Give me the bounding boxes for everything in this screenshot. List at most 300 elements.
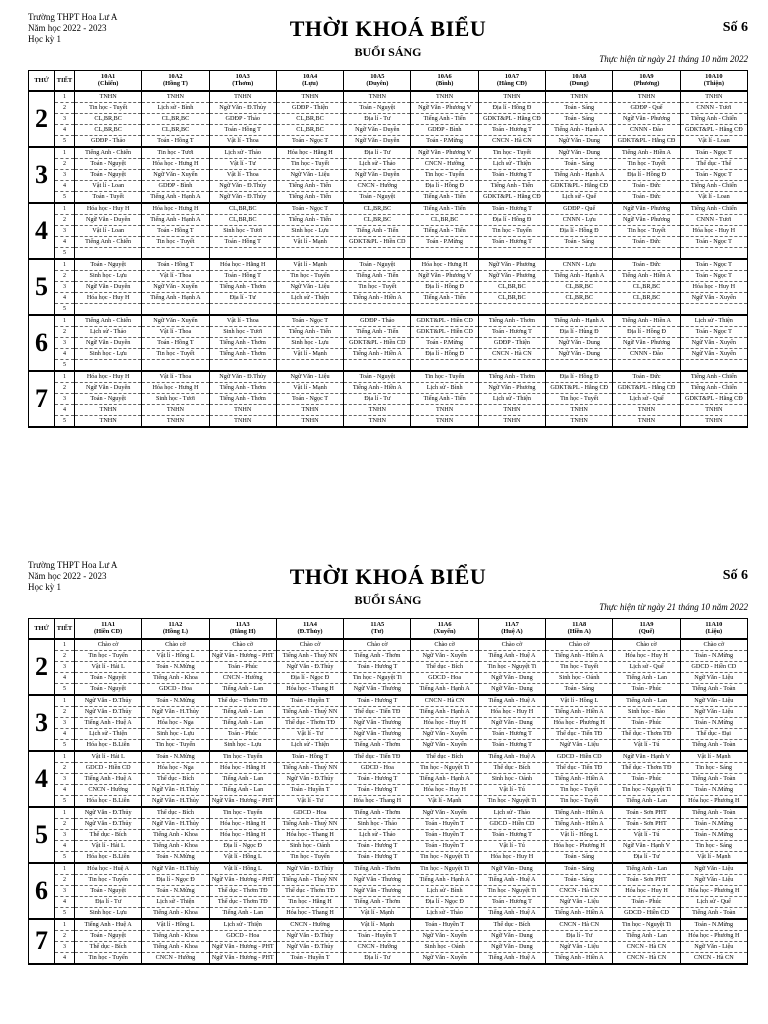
lesson-cell: Tin học - Sáng	[680, 762, 747, 773]
lesson-cell: Thể dục - Tiến TĐ	[344, 751, 411, 763]
lesson-cell: Tiếng Anh - Chiến	[75, 315, 142, 327]
lesson-cell	[411, 303, 478, 315]
lesson-cell: Lịch sử - Thảo	[411, 907, 478, 919]
lesson-cell: Ngữ Văn - Đ.Thủy	[276, 863, 343, 875]
class-header	[344, 71, 411, 91]
period-number: 2	[55, 706, 75, 717]
period-number: 1	[55, 203, 75, 215]
lesson-cell: Tiếng Anh - Thơm	[344, 650, 411, 661]
timetable	[28, 70, 748, 428]
lesson-cell: Ngữ Văn - Liệu	[680, 706, 747, 717]
table-row	[29, 158, 748, 169]
lesson-cell: Địa lí - Tư	[546, 930, 613, 941]
lesson-cell: Hóa học - Hưng H	[142, 158, 209, 169]
session-subtitle: BUỔI SÁNG	[354, 593, 422, 607]
period-number: 2	[55, 930, 75, 941]
lesson-cell: Hóa học - Phương H	[680, 885, 747, 896]
lesson-cell: Tiếng Anh - Hạnh A	[142, 292, 209, 303]
class-name: 11A2	[168, 621, 183, 629]
effective-date: Thực hiện từ ngày 21 tháng 10 năm 2022	[599, 602, 748, 612]
lesson-cell: Ngữ Văn - Phương V	[411, 102, 478, 113]
lesson-cell: Tiếng Anh - Tiến	[276, 180, 343, 191]
period-number: 2	[55, 382, 75, 393]
lesson-cell: Tiếng Anh - Tiến	[478, 180, 545, 191]
period-number: 2	[55, 214, 75, 225]
lesson-cell: Toán - P.Mừng	[411, 337, 478, 348]
lesson-cell: CNCN - Hà CN	[546, 919, 613, 931]
lesson-cell: Thể dục - Thơm TĐ	[209, 885, 276, 896]
lesson-cell: Thể dục - Bích	[75, 829, 142, 840]
lesson-cell: Ngữ Văn - Đ.Thủy	[75, 807, 142, 819]
lesson-cell	[344, 303, 411, 315]
lesson-cell: Toán - Phúc	[613, 683, 680, 695]
lesson-cell: Sinh học - Lựu	[75, 907, 142, 919]
lesson-cell: GDCD - Hoa	[142, 683, 209, 695]
lesson-cell: Hóa học - Huệ A	[75, 863, 142, 875]
lesson-cell: TNHN	[478, 404, 545, 415]
lesson-cell: Hóa học - Huy H	[613, 650, 680, 661]
class-name: 10A2	[168, 73, 183, 81]
lesson-cell: Lịch sử - Quế	[680, 896, 747, 907]
lesson-cell: TNHN	[680, 91, 747, 103]
lesson-cell: TNHN	[411, 404, 478, 415]
lesson-cell: Tiếng Anh - Thơm	[478, 371, 545, 383]
lesson-cell: Toán - Phúc	[613, 896, 680, 907]
lesson-cell: Toán - N.Mừng	[680, 650, 747, 661]
lesson-cell	[546, 247, 613, 259]
header-row	[29, 619, 748, 639]
lesson-cell: Ngữ Văn - Dung	[546, 147, 613, 159]
table-row	[29, 337, 748, 348]
lesson-cell	[142, 247, 209, 259]
lesson-cell: Ngữ Văn - Duyên	[75, 281, 142, 292]
lesson-cell: Tiếng Anh - Lan	[613, 672, 680, 683]
lesson-cell: Tiếng Anh - Hiền A	[546, 650, 613, 661]
day-label: 6	[29, 315, 55, 371]
lesson-cell: Địa lí - Tư	[209, 292, 276, 303]
period-number: 5	[55, 415, 75, 427]
lesson-cell	[613, 303, 680, 315]
lesson-cell: Tin học - Tuyết	[546, 661, 613, 672]
lesson-cell: CNCN - Hường	[344, 180, 411, 191]
class-teacher: (Quế)	[638, 628, 655, 636]
lesson-cell: Tin học - Tuyến	[411, 371, 478, 383]
lesson-cell: Hóa học - Huy H	[75, 371, 142, 383]
lesson-cell: Lịch sử - Thảo	[209, 147, 276, 159]
lesson-cell: Toán - Hương T	[478, 124, 545, 135]
lesson-cell: Toán - Tuyết	[75, 191, 142, 203]
table-row	[29, 113, 748, 124]
class-header	[411, 619, 478, 639]
period-number: 1	[55, 863, 75, 875]
class-teacher: (Hiền A)	[567, 628, 591, 636]
day-label: 5	[29, 259, 55, 315]
lesson-cell: Ngữ Văn - Thương	[344, 728, 411, 739]
lesson-cell: Ngữ Văn - Đ.Thủy	[209, 180, 276, 191]
table-row	[29, 247, 748, 259]
lesson-cell: Tin học - Tuyến	[75, 952, 142, 964]
lesson-cell: Tiếng Anh - Hiền A	[344, 382, 411, 393]
period-number: 2	[55, 158, 75, 169]
lesson-cell: Ngữ Văn - Duyên	[75, 214, 142, 225]
lesson-cell: Tiếng Anh - Tiến	[276, 214, 343, 225]
lesson-cell: Chào cờ	[75, 639, 142, 651]
lesson-cell: Ngữ Văn - Dung	[478, 717, 545, 728]
table-row	[29, 739, 748, 751]
lesson-cell: Toán - Huyền T	[276, 784, 343, 795]
lesson-cell: Ngữ Văn - Thương	[344, 717, 411, 728]
lesson-cell: CL,BR,BC	[478, 281, 545, 292]
day-label: 2	[29, 639, 55, 695]
lesson-cell: Tin học - Tuyết	[613, 158, 680, 169]
lesson-cell: Hóa học - Huy H	[613, 885, 680, 896]
lesson-cell: Sinh học - Lựu	[276, 225, 343, 236]
lesson-cell: Vật lí - Hồng L	[209, 863, 276, 875]
lesson-cell: Lịch sử - Thiện	[478, 393, 545, 404]
header-period: TIẾT	[55, 71, 75, 91]
lesson-cell: Toán - Nguyệt	[344, 102, 411, 113]
lesson-cell: TNHN	[546, 415, 613, 427]
class-header	[546, 619, 613, 639]
lesson-cell: Toán - Nguyệt	[344, 371, 411, 383]
lesson-cell: Tiếng Anh - Toàn	[680, 773, 747, 784]
lesson-cell: Toán - Sáng	[546, 113, 613, 124]
period-number: 4	[55, 784, 75, 795]
lesson-cell: Hóa học - Huy H	[411, 784, 478, 795]
lesson-cell: Toán - N.Mừng	[680, 784, 747, 795]
lesson-cell: Tiếng Anh - Hạnh A	[411, 683, 478, 695]
lesson-cell: Vật lí - Hải L	[75, 661, 142, 672]
lesson-cell: CL,BR,BC	[142, 113, 209, 124]
lesson-cell: Tiếng Anh - Lan	[209, 683, 276, 695]
lesson-cell: TNHN	[75, 404, 142, 415]
lesson-cell: Ngữ Văn - Liệu	[680, 874, 747, 885]
period-number: 5	[55, 795, 75, 807]
lesson-cell: Lịch sử - Bình	[411, 382, 478, 393]
lesson-cell: Ngữ Văn - Liệu	[680, 695, 747, 707]
table-row	[29, 851, 748, 863]
page-title: THỜI KHOÁ BIỂU	[289, 564, 487, 589]
lesson-cell: Toán - Ngọc T	[276, 315, 343, 327]
lesson-cell: Tin học - Tuyết	[546, 393, 613, 404]
lesson-cell: Toán - Nguyệt	[75, 930, 142, 941]
lesson-cell: Thể dục - Bích	[478, 919, 545, 931]
lesson-cell: Tiếng Anh - Hạnh A	[546, 315, 613, 327]
lesson-cell: Địa lí - Hồng Đ	[613, 326, 680, 337]
period-number: 5	[55, 851, 75, 863]
lesson-cell	[75, 247, 142, 259]
class-teacher: (Hằng H)	[229, 628, 256, 636]
lesson-cell: Vật lí - Tú	[478, 784, 545, 795]
lesson-cell: Toán - Ngọc T	[276, 393, 343, 404]
lesson-cell: Vật lí - Hồng L	[546, 829, 613, 840]
lesson-cell: Tiếng Anh - Huệ A	[75, 919, 142, 931]
table-row	[29, 650, 748, 661]
table-row	[29, 393, 748, 404]
lesson-cell: Toán - Nguyệt	[75, 393, 142, 404]
period-number: 4	[55, 292, 75, 303]
lesson-cell: Lịch sử - Thiện	[680, 315, 747, 327]
lesson-cell: Địa lí - Hồng Đ	[411, 348, 478, 359]
lesson-cell: Hóa học - Huy H	[75, 292, 142, 303]
period-number: 2	[55, 102, 75, 113]
lesson-cell: Ngữ Văn - Đ.Thủy	[276, 930, 343, 941]
class-teacher: (Huệ A)	[501, 628, 523, 636]
timetable	[28, 618, 748, 965]
period-number: 1	[55, 751, 75, 763]
class-teacher: (Liệu)	[705, 628, 723, 636]
lesson-cell: Hóa học - Hằng H	[209, 829, 276, 840]
lesson-cell: Toán - P.Mừng	[411, 135, 478, 147]
lesson-cell: Địa lí - Tư	[613, 851, 680, 863]
lesson-cell: Tiếng Anh - Hiền A	[613, 270, 680, 281]
table-row	[29, 706, 748, 717]
table-row	[29, 717, 748, 728]
lesson-cell: Tiếng Anh - Khoa	[142, 907, 209, 919]
lesson-cell: CL,BR,BC	[75, 124, 142, 135]
lesson-cell: Tiếng Anh - Hạnh A	[546, 124, 613, 135]
lesson-cell: Vật lí - Hải L	[75, 840, 142, 851]
lesson-cell: Tiếng Anh - Lan	[209, 907, 276, 919]
lesson-cell: Ngữ Văn - Đ.Thủy	[276, 661, 343, 672]
lesson-cell: Ngữ Văn - Xuyến	[680, 292, 747, 303]
lesson-cell: GDĐP - Thảo	[344, 315, 411, 327]
lesson-cell: GDKT&PL - Hằng CĐ	[546, 382, 613, 393]
lesson-cell: Tiếng Anh - Khoa	[142, 672, 209, 683]
lesson-cell: Vật lí - Mạnh	[276, 382, 343, 393]
lesson-cell: Tiếng Anh - Thuý NN	[276, 706, 343, 717]
lesson-cell: Địa lí - Ngọc Đ	[276, 672, 343, 683]
lesson-cell: Toán - Huyền T	[344, 930, 411, 941]
period-number: 1	[55, 259, 75, 271]
period-number: 2	[55, 650, 75, 661]
lesson-cell: Tin học - Tuyết	[276, 158, 343, 169]
lesson-cell: Tiếng Anh - Thuý NN	[276, 762, 343, 773]
lesson-cell: Lịch sử - Thiện	[276, 739, 343, 751]
class-teacher: (Thơm)	[232, 80, 254, 88]
lesson-cell: GDKT&PL - Hiền CD	[411, 326, 478, 337]
lesson-cell: Ngữ Văn - Thương	[344, 885, 411, 896]
lesson-cell: Tiếng Anh - Hiền A	[344, 292, 411, 303]
lesson-cell: CNCN - Hà CN	[478, 348, 545, 359]
table-row	[29, 661, 748, 672]
lesson-cell: GDKT&PL - Hằng CĐ	[546, 180, 613, 191]
lesson-cell: Toán - Nguyệt	[344, 259, 411, 271]
lesson-cell: GDCD - Hiền CD	[546, 751, 613, 763]
class-name: 10A8	[572, 73, 587, 81]
class-name: 11A6	[437, 621, 452, 629]
lesson-cell: Ngữ Văn - Phương	[478, 270, 545, 281]
lesson-cell: Toán - Hương T	[344, 784, 411, 795]
class-header	[680, 71, 747, 91]
lesson-cell: Toán - Phúc	[209, 661, 276, 672]
lesson-cell: Ngữ Văn - H.Thủy	[142, 818, 209, 829]
lesson-cell	[546, 303, 613, 315]
period-number: 1	[55, 695, 75, 707]
lesson-cell: Sinh học - Lựu	[209, 739, 276, 751]
class-teacher: (Hiền CD)	[94, 628, 123, 636]
lesson-cell: Toán - Phúc	[613, 773, 680, 784]
class-teacher: (Tư)	[371, 628, 384, 636]
lesson-cell: GDKT&PL - Hiền CD	[344, 236, 411, 247]
lesson-cell: Tiếng Anh - Hạnh A	[142, 214, 209, 225]
lesson-cell: Chào cờ	[142, 639, 209, 651]
lesson-cell: Tin học - Tuyết	[344, 281, 411, 292]
lesson-cell: Tiếng Anh - Hạnh A	[411, 773, 478, 784]
lesson-cell: Toán - Hương T	[478, 739, 545, 751]
lesson-cell: Hóa học - Huy H	[680, 281, 747, 292]
lesson-cell	[142, 303, 209, 315]
lesson-cell: Hóa học - Hưng H	[142, 382, 209, 393]
lesson-cell: Sinh học - Lựu	[276, 337, 343, 348]
period-number: 4	[55, 348, 75, 359]
lesson-cell: Lịch sử - Thảo	[344, 158, 411, 169]
lesson-cell	[344, 247, 411, 259]
lesson-cell: Ngữ Văn - Liệu	[546, 941, 613, 952]
period-number: 1	[55, 807, 75, 819]
lesson-cell: Ngữ Văn - Liệu	[680, 672, 747, 683]
lesson-cell: GDKT&PL - Hằng CĐ	[613, 135, 680, 147]
lesson-cell: Tin học - Tuyến	[75, 874, 142, 885]
lesson-cell: Thể dục - Thơm TĐ	[276, 885, 343, 896]
lesson-cell: TNHN	[142, 404, 209, 415]
lesson-cell: TNHN	[411, 415, 478, 427]
lesson-cell: Địa lí - Hồng Đ	[478, 214, 545, 225]
period-number: 5	[55, 247, 75, 259]
lesson-cell: Sinh học - Lựu	[75, 270, 142, 281]
lesson-cell: Toán - Sáng	[546, 683, 613, 695]
period-number: 2	[55, 270, 75, 281]
lesson-cell: Tin học - Tuyết	[546, 784, 613, 795]
lesson-cell	[276, 359, 343, 371]
lesson-cell: TNHN	[75, 91, 142, 103]
lesson-cell: Tiếng Anh - Thơm	[209, 393, 276, 404]
lesson-cell: Tiếng Anh - Thơm	[209, 382, 276, 393]
lesson-cell: CNNN - Lựu	[546, 214, 613, 225]
table-row	[29, 147, 748, 159]
lesson-cell: Hóa học - B.Liên	[75, 851, 142, 863]
lesson-cell: Toán - Hương T	[344, 773, 411, 784]
class-name: 11A1	[101, 621, 116, 629]
period-number: 3	[55, 113, 75, 124]
lesson-cell: Hóa học - Hằng H	[209, 762, 276, 773]
lesson-cell: Tiếng Anh - Tiến	[411, 393, 478, 404]
class-name: 10A6	[437, 73, 452, 81]
lesson-cell: CL,BR,BC	[411, 214, 478, 225]
lesson-cell: GDCD - Hiền CD	[478, 818, 545, 829]
lesson-cell: Tin học - Nguyệt Ti	[478, 885, 545, 896]
lesson-cell: Vật lí - Loan	[75, 180, 142, 191]
school-year: Năm học 2022 - 2023	[28, 571, 107, 581]
lesson-cell: Toán - Đức	[613, 259, 680, 271]
lesson-cell: Tiếng Anh - Hiền A	[613, 315, 680, 327]
day-label: 3	[29, 695, 55, 751]
lesson-cell: Địa lí - Tư	[344, 113, 411, 124]
lesson-cell: CL,BR,BC	[276, 113, 343, 124]
lesson-cell: Toán - Huyền T	[411, 829, 478, 840]
lesson-cell: Hóa học - Huy H	[411, 717, 478, 728]
table-row	[29, 404, 748, 415]
lesson-cell: Ngữ Văn - Đ.Thủy	[209, 102, 276, 113]
lesson-cell: Sinh học - Tươi	[142, 393, 209, 404]
period-number: 1	[55, 639, 75, 651]
lesson-cell: Ngữ Văn - Duyên	[75, 382, 142, 393]
table-row	[29, 840, 748, 851]
lesson-cell: Toán - Hồng T	[142, 259, 209, 271]
lesson-cell: Vật lí - Mạnh	[276, 259, 343, 271]
lesson-cell: Hóa học - Huy H	[680, 225, 747, 236]
lesson-cell: Lịch sử - Thảo	[75, 326, 142, 337]
lesson-cell: Tiếng Anh - Lan	[209, 773, 276, 784]
lesson-cell: TNHN	[209, 404, 276, 415]
lesson-cell: Sinh học - Lựu	[75, 348, 142, 359]
lesson-cell: Thể dục - Bích	[411, 661, 478, 672]
period-number: 3	[55, 393, 75, 404]
lesson-cell: Tiếng Anh - Khoa	[142, 829, 209, 840]
table-row	[29, 672, 748, 683]
lesson-cell: Toán - Hương T	[344, 695, 411, 707]
period-number: 5	[55, 191, 75, 203]
lesson-cell: TNHN	[209, 91, 276, 103]
lesson-cell: Toán - Sáng	[546, 236, 613, 247]
header-row	[29, 71, 748, 91]
lesson-cell: Ngữ Văn - Dung	[478, 863, 545, 875]
lesson-cell: Toán - Nguyệt	[75, 885, 142, 896]
lesson-cell: Ngữ Văn - Liệu	[276, 281, 343, 292]
lesson-cell: Tiếng Anh - Lan	[613, 863, 680, 875]
lesson-cell: Toán - N.Mừng	[680, 818, 747, 829]
lesson-cell: Địa lí - Ngọc Đ	[142, 874, 209, 885]
table-row	[29, 259, 748, 271]
lesson-cell	[680, 247, 747, 259]
lesson-cell: Tin học - Tuyến	[209, 751, 276, 763]
table-row	[29, 270, 748, 281]
lesson-cell: Toán - Ngọc T	[680, 169, 747, 180]
lesson-cell: Toán - Nguyệt	[75, 683, 142, 695]
lesson-cell: Ngữ Văn - Dung	[546, 135, 613, 147]
lesson-cell: Thể dục - Thể	[680, 158, 747, 169]
lesson-cell	[276, 247, 343, 259]
header-period: TIẾT	[55, 619, 75, 639]
lesson-cell: GDKT&PL - Hằng CĐ	[680, 124, 747, 135]
lesson-cell: Tiếng Anh - Huệ A	[478, 695, 545, 707]
lesson-cell: Tin học - Hằng H	[276, 896, 343, 907]
lesson-cell: Toán - Đức	[613, 180, 680, 191]
lesson-cell: Toán - Nguyệt	[75, 169, 142, 180]
lesson-cell: Toán - Sơn PHT	[613, 874, 680, 885]
page-title: THỜI KHOÁ BIỂU	[289, 16, 487, 41]
lesson-cell: Tiếng Anh - Tiến	[411, 225, 478, 236]
class-header	[411, 71, 478, 91]
table-row	[29, 930, 748, 941]
lesson-cell: Ngữ Văn - Liệu	[546, 739, 613, 751]
lesson-cell: CL,BR,BC	[209, 203, 276, 215]
class-name: 11A7	[505, 621, 519, 629]
lesson-cell	[75, 303, 142, 315]
lesson-cell: Ngữ Văn - Xuyến	[411, 739, 478, 751]
lesson-cell: Tiếng Anh - Khoa	[142, 941, 209, 952]
class-header	[209, 619, 276, 639]
period-number: 4	[55, 236, 75, 247]
class-teacher: (Phương)	[633, 80, 660, 88]
lesson-cell: Ngữ Văn - Xuyến	[411, 952, 478, 964]
lesson-cell: Sinh học - Thảo	[344, 818, 411, 829]
lesson-cell: Tiếng Anh - Lan	[613, 695, 680, 707]
lesson-cell: GDĐP - Thảo	[75, 135, 142, 147]
lesson-cell: TNHN	[344, 91, 411, 103]
day-label: 6	[29, 863, 55, 919]
lesson-cell: Tin học - Tuyết	[478, 147, 545, 159]
